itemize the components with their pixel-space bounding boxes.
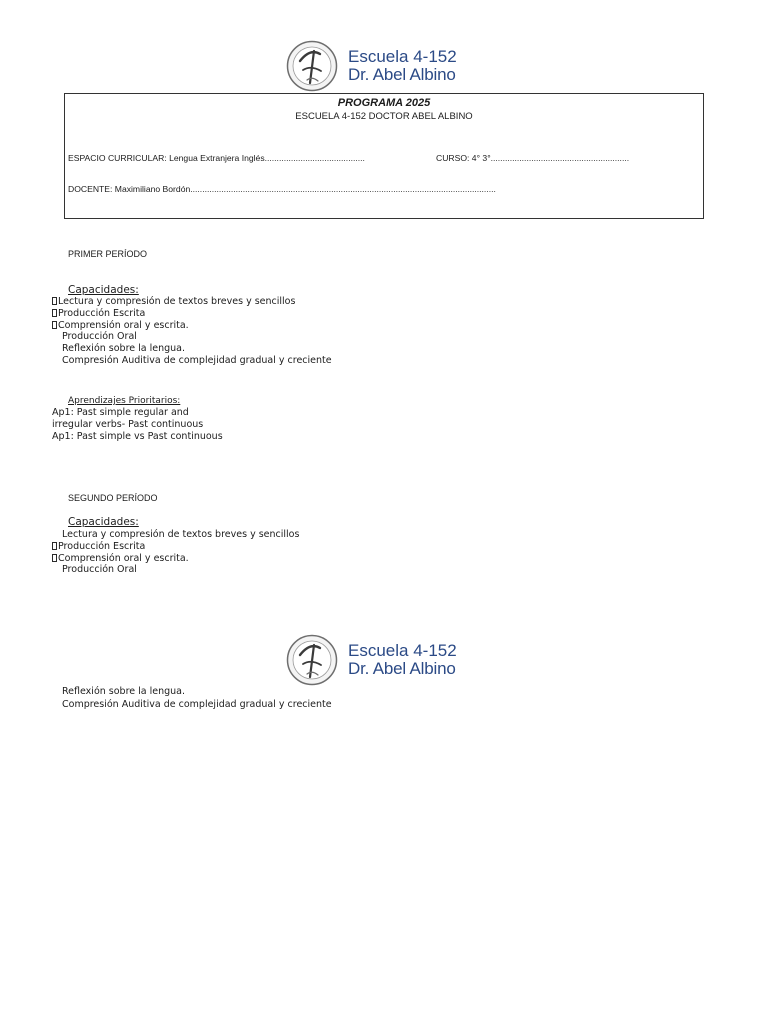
list-item: Ap1: Past simple vs Past continuous <box>52 431 223 442</box>
school-logo-page-2 <box>286 634 482 690</box>
list-item <box>52 308 332 320</box>
list-item-text: Producción Escrita <box>58 540 146 552</box>
missing-glyph-box-icon <box>52 554 57 562</box>
list-item: Producción Oral <box>62 564 137 576</box>
missing-glyph-box-icon <box>52 309 57 317</box>
segundo-capacidades-heading: Capacidades: <box>68 516 139 528</box>
missing-glyph-box-icon <box>52 542 57 550</box>
segundo-capacidades-list <box>52 529 299 576</box>
logo-line-1: Escuela 4-152 <box>348 641 457 660</box>
aprendizajes-list <box>52 407 223 443</box>
list-item <box>52 320 332 332</box>
list-item: Lectura y compresión de textos breves y sencillos <box>62 529 300 540</box>
school-emblem-icon <box>286 634 340 688</box>
docente-field: DOCENTE: Maximiliano Bordón................................................................................................................................ <box>68 184 496 194</box>
program-title: PROGRAMA 2025 <box>337 97 431 109</box>
curso-field: CURSO: 4° 3°.......................................................... <box>436 153 630 163</box>
logo-line-2: Dr. Abel Albino <box>348 659 456 678</box>
aprendizajes-heading: Aprendizajes Prioritarios: <box>68 396 181 406</box>
list-item-text: Producción Escrita <box>58 307 146 319</box>
list-item-text: Lectura y compresión de textos breves y sencillos <box>58 296 296 307</box>
logo-line-1: Escuela 4-152 <box>348 47 457 66</box>
list-item: Producción Oral <box>62 331 137 343</box>
list-item: Reflexión sobre la lengua. <box>62 686 186 697</box>
list-item-text: Comprensión oral y escrita. <box>58 552 189 564</box>
missing-glyph-box-icon <box>52 297 57 305</box>
segundo-periodo-heading: SEGUNDO PERÍODO <box>68 493 158 503</box>
school-name: ESCUELA 4-152 DOCTOR ABEL ALBINO <box>295 111 473 122</box>
list-item-text: Comprensión oral y escrita. <box>58 319 189 331</box>
list-item: Reflexión sobre la lengua. <box>62 343 186 355</box>
list-item <box>52 553 299 565</box>
primer-capacidades-list <box>52 296 332 367</box>
list-item <box>52 541 299 553</box>
primer-periodo-heading: PRIMER PERÍODO <box>68 249 148 259</box>
missing-glyph-box-icon <box>52 321 57 329</box>
list-item <box>52 296 332 308</box>
list-item: Ap1: Past simple regular and <box>52 407 189 418</box>
continuation-list <box>52 685 332 711</box>
logo-line-2: Dr. Abel Albino <box>348 65 456 84</box>
list-item: Compresión Auditiva de complejidad gradual y creciente <box>62 354 332 366</box>
school-logo <box>286 40 482 96</box>
list-item: irregular verbs- Past continuous <box>52 419 204 430</box>
school-emblem-icon <box>286 40 340 94</box>
program-header-box <box>64 93 704 219</box>
espacio-curricular-field: ESPACIO CURRICULAR: Lengua Extranjera Inglés.......................................... <box>68 153 365 163</box>
list-item: Compresión Auditiva de complejidad gradual y creciente <box>62 699 332 710</box>
primer-capacidades-heading: Capacidades: <box>68 284 139 296</box>
